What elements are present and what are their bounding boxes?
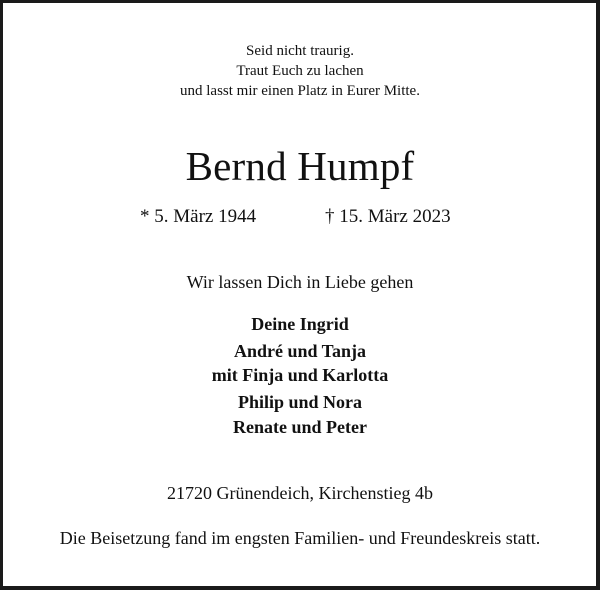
death-date: † 15. März 2023 — [325, 206, 451, 227]
mourner-line: Deine Ingrid — [251, 314, 349, 334]
birth-date: * 5. März 1944 — [140, 206, 257, 227]
mourner-line: André und Tanja — [233, 341, 367, 361]
mourner-line: mit Finja und Karlotta — [211, 365, 389, 385]
family-address: 21720 Grünendeich, Kirchenstieg 4b — [167, 483, 433, 503]
motto-line: Seid nicht traurig. — [246, 43, 354, 59]
deceased-name: Bernd Humpf — [185, 143, 415, 189]
mourner-line: Renate und Peter — [233, 417, 367, 437]
motto-line: Traut Euch zu lachen — [236, 63, 364, 79]
funeral-note: Die Beisetzung fand im engsten Familien- und Freundeskreis statt. — [59, 528, 541, 548]
motto-line: und lasst mir einen Platz in Eurer Mitte. — [180, 83, 420, 99]
memorial-motto — [0, 41, 600, 101]
mourner-line: Philip und Nora — [237, 392, 363, 412]
farewell-phrase: Wir lassen Dich in Liebe gehen — [186, 272, 414, 292]
